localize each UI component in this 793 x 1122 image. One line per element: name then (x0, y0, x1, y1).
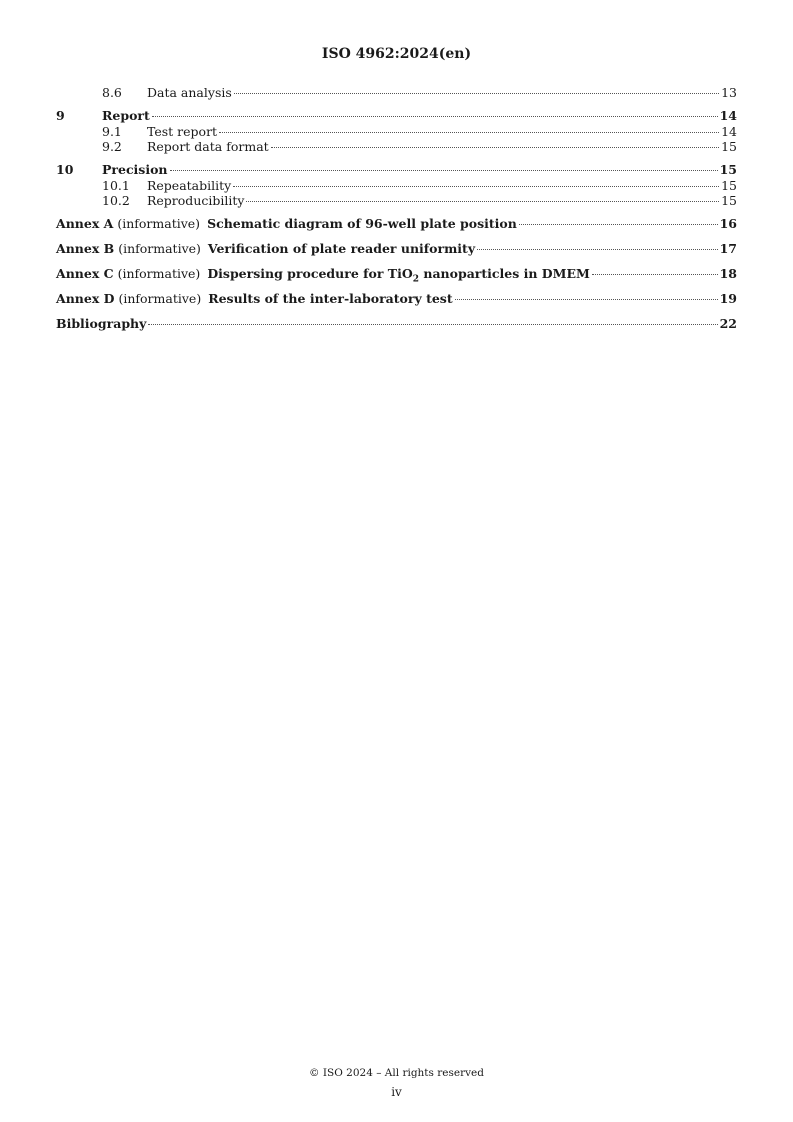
toc-entry-annex-d[interactable] (56, 291, 737, 307)
toc-entry-8-6[interactable] (56, 85, 737, 100)
table-of-contents (56, 85, 737, 332)
toc-entry-number: 8.6 (102, 85, 122, 100)
toc-entry-page: 15 (721, 178, 737, 193)
dot-leader (271, 147, 719, 148)
toc-entry-page: 14 (719, 108, 737, 123)
toc-entry-9-2[interactable] (56, 139, 737, 154)
toc-entry-annex-a[interactable] (56, 216, 737, 232)
toc-entry-page: 15 (721, 139, 737, 154)
toc-entry-page: 19 (719, 291, 737, 306)
dot-leader (233, 186, 719, 187)
toc-entry-title: Precision (102, 162, 168, 177)
dot-leader (519, 224, 718, 225)
subscript: 2 (412, 274, 419, 285)
annex-title-pre: Dispersing procedure for TiO (207, 266, 413, 281)
annex-label: Annex C (56, 266, 114, 281)
toc-entry-page: 14 (721, 124, 737, 139)
dot-leader (148, 324, 717, 325)
toc-entry-number: 10.1 (102, 178, 130, 193)
toc-entry-page: 15 (721, 193, 737, 208)
toc-entry-10-1[interactable] (56, 178, 737, 193)
dot-leader (219, 132, 719, 133)
toc-entry-page: 15 (719, 162, 737, 177)
annex-label: Annex D (56, 291, 115, 306)
page-number: iv (391, 1085, 402, 1099)
toc-entry-number: 10.2 (102, 193, 130, 208)
toc-entry-number: 10 (56, 162, 74, 177)
toc-entry-10[interactable] (56, 162, 737, 178)
annex-title: Results of the inter-laboratory test (208, 291, 453, 306)
toc-entry-page: 17 (719, 241, 737, 256)
dot-leader (170, 170, 718, 171)
annex-label: Annex B (56, 241, 115, 256)
toc-entry-number: 9 (56, 108, 65, 123)
toc-entry-annex-c[interactable] (56, 266, 737, 285)
dot-leader (477, 249, 717, 250)
toc-entry-title: Reproducibility (147, 193, 245, 208)
annex-type: (informative) (117, 216, 201, 231)
annex-label: Annex A (56, 216, 114, 231)
toc-entry-page: 18 (719, 266, 737, 281)
toc-entry-10-2[interactable] (56, 193, 737, 208)
toc-entry-page: 13 (721, 85, 737, 100)
annex-title (207, 266, 590, 288)
annex-type: (informative) (117, 266, 201, 281)
toc-entry-9-1[interactable] (56, 124, 737, 139)
annex-title-post: nanoparticles in DMEM (419, 266, 590, 281)
dot-leader (455, 299, 718, 300)
toc-entry-bibliography[interactable] (56, 316, 737, 332)
dot-leader (234, 93, 719, 94)
toc-entry-page: 16 (719, 216, 737, 231)
toc-entry-annex-b[interactable] (56, 241, 737, 257)
toc-entry-title: Report data format (147, 139, 269, 154)
document-header: ISO 4962:2024(en) (321, 46, 472, 62)
toc-entry-title: Report (102, 108, 150, 123)
toc-entry-number: 9.1 (102, 124, 122, 139)
dot-leader (152, 116, 718, 117)
dot-leader (246, 201, 719, 202)
copyright-notice: © ISO 2024 – All rights reserved (309, 1067, 484, 1079)
dot-leader (592, 274, 718, 275)
toc-entry-title: Repeatability (147, 178, 232, 193)
annex-type: (informative) (118, 291, 202, 306)
annex-type: (informative) (118, 241, 201, 256)
toc-entry-page: 22 (719, 316, 737, 331)
toc-entry-title: Bibliography (56, 316, 147, 331)
toc-entry-title: Data analysis (147, 85, 232, 100)
annex-title: Schematic diagram of 96-well plate position (207, 216, 517, 231)
annex-title: Verification of plate reader uniformity (207, 241, 476, 256)
toc-entry-9[interactable] (56, 108, 737, 124)
toc-entry-title: Test report (147, 124, 218, 139)
toc-entry-number: 9.2 (102, 139, 122, 154)
